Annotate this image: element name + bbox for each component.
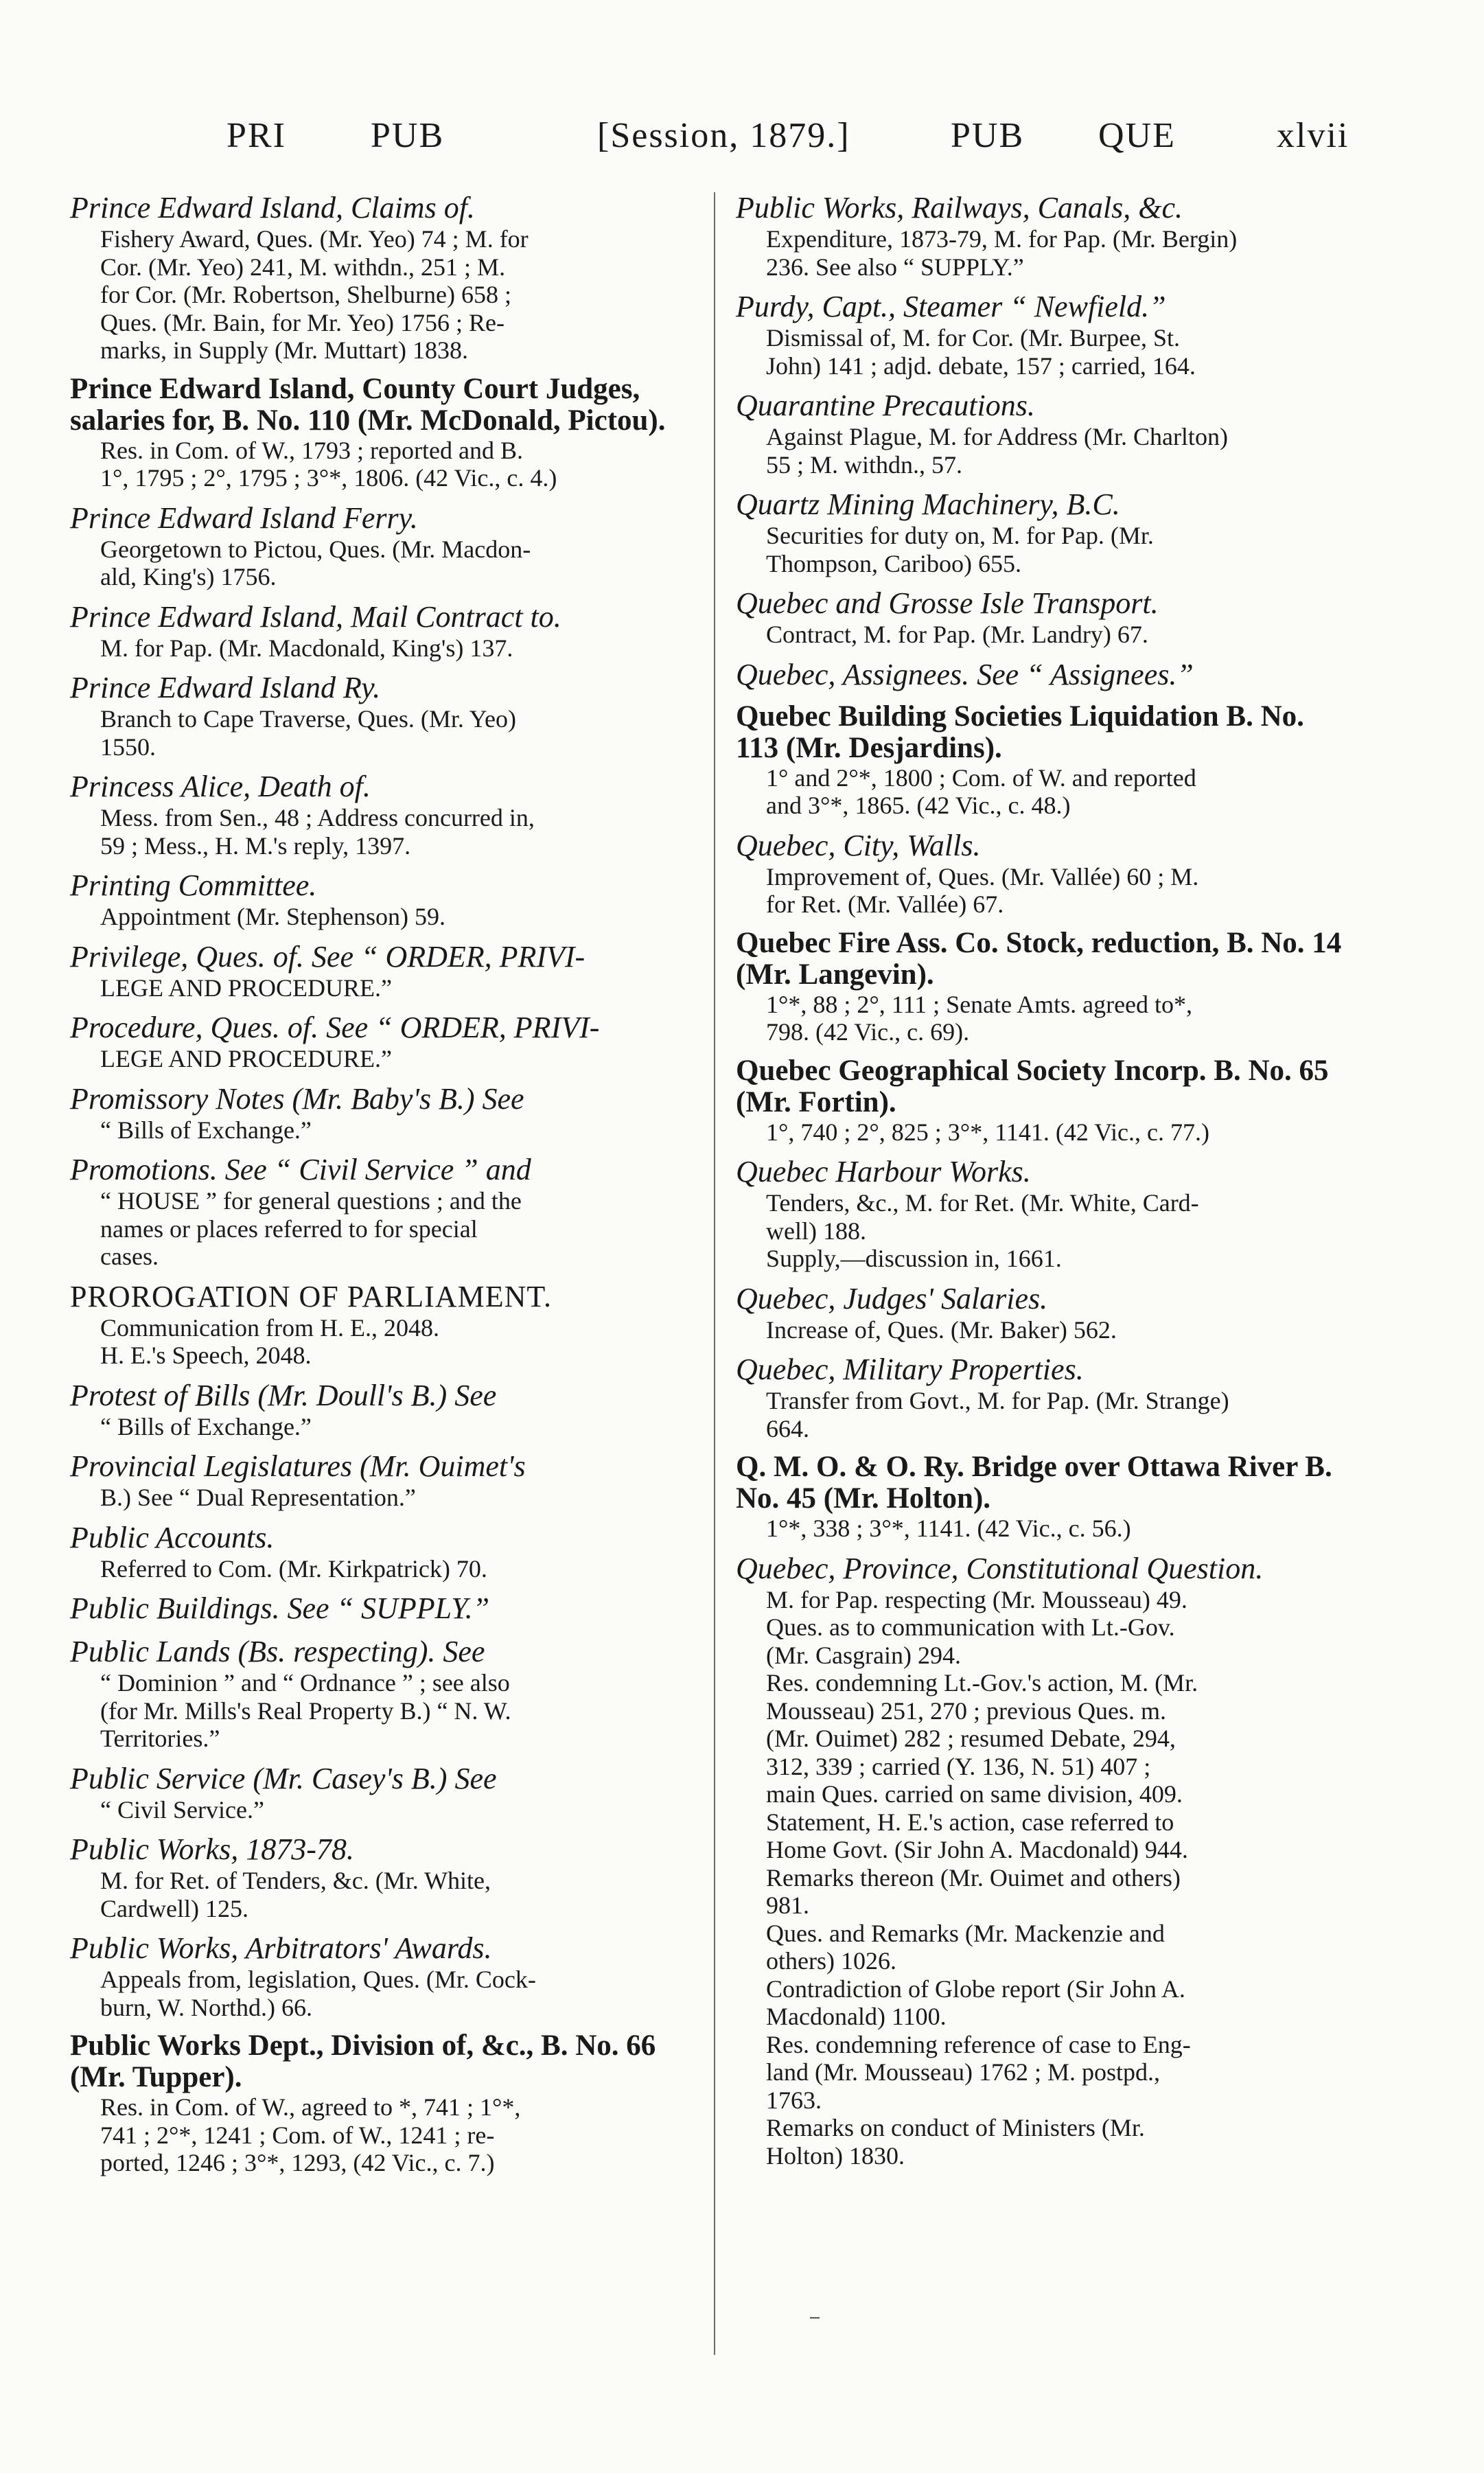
entry-line: 1° and 2°*, 1800 ; Com. of W. and reported (766, 763, 1196, 792)
entry-line: Contract, M. for Pap. (Mr. Landry) 67. (766, 621, 1148, 648)
index-entry (734, 290, 1352, 380)
entry-heading: Protest of Bills (Mr. Doull's B.) See (70, 1378, 497, 1412)
running-header (227, 115, 1366, 170)
entry-line: H. E.'s Speech, 2048. (100, 1342, 312, 1369)
entry-heading: Quarantine Precautions. (736, 389, 1035, 422)
index-entry (69, 1449, 700, 1512)
entry-line: Securities for duty on, M. for Pap. (Mr. (766, 522, 1154, 549)
header-left-second: PUB (371, 116, 445, 155)
entry-line: ported, 1246 ; 3°*, 1293, (42 Vic., c. 7.) (100, 2149, 495, 2176)
entry-line: M. for Pap. respecting (Mr. Mousseau) 49. (766, 1585, 1187, 1613)
entry-line: Supply,—discussion in, 1661. (766, 1245, 1062, 1272)
entry-line: Ques. as to communication with Lt.-Gov. (766, 1613, 1175, 1641)
header-session: [Session, 1879.] (597, 116, 850, 155)
entry-line: 1763. (766, 2086, 822, 2114)
entry-line: names or places referred to for special (100, 1215, 478, 1243)
entry-line: and 3°*, 1865. (42 Vic., c. 48.) (766, 792, 1071, 819)
entry-heading: Printing Committee. (70, 869, 317, 902)
entry-line: “ Dominion ” and “ Ordnance ” ; see also (100, 1669, 510, 1696)
entry-heading: Public Service (Mr. Casey's B.) See (70, 1761, 497, 1795)
entry-heading: Public Accounts. (70, 1520, 275, 1554)
index-entry (734, 1055, 1352, 1147)
index-entry (69, 671, 700, 761)
entry-heading: Q. M. O. & O. Ry. Bridge over Ottawa River B. No. 45 (Mr. Holton). (736, 1451, 1332, 1515)
index-entry (69, 1082, 700, 1145)
entry-heading: Public Works, Arbitrators' Awards. (70, 1931, 492, 1965)
entry-line: ald, King's) 1756. (100, 563, 277, 590)
entry-line: 981. (766, 1891, 809, 1919)
entry-line: 1550. (100, 733, 156, 761)
entry-line: Res. in Com. of W., 1793 ; reported and B. (100, 436, 523, 464)
entry-heading: Prince Edward Island Ry. (70, 671, 381, 704)
entry-heading: PROROGATION OF PARLIAMENT. (70, 1279, 552, 1313)
entry-line: 1°*, 88 ; 2°, 111 ; Senate Amts. agreed to*, (766, 990, 1193, 1018)
entry-line: (Mr. Casgrain) 294. (766, 1641, 961, 1669)
entry-line: Referred to Com. (Mr. Kirkpatrick) 70. (100, 1554, 487, 1583)
entry-line: 1°, 740 ; 2°, 825 ; 3°*, 1141. (42 Vic., c. 77.) (766, 1118, 1209, 1146)
index-entry (734, 1282, 1352, 1344)
entry-line: Mousseau) 251, 270 ; previous Ques. m. (766, 1696, 1166, 1725)
header-right-second: QUE (1098, 116, 1176, 155)
entry-line: Dismissal of, M. for Cor. (Mr. Burpee, St. (766, 324, 1180, 352)
entry-line: Fishery Award, Ques. (Mr. Yeo) 74 ; M. for (100, 225, 529, 253)
entry-heading: Public Lands (Bs. respecting). See (70, 1635, 485, 1668)
entry-heading: Procedure, Ques. of. See “ ORDER, PRIVI- (70, 1011, 600, 1044)
entry-line: Tenders, &c., M. for Ret. (Mr. White, Card- (766, 1189, 1199, 1217)
entry-heading: Public Works, 1873-78. (70, 1832, 354, 1866)
entry-heading: Privilege, Ques. of. See “ ORDER, PRIVI- (70, 939, 586, 974)
index-entry (69, 191, 700, 365)
entry-line: Thompson, Cariboo) 655. (766, 549, 1021, 577)
entry-heading: Quebec, Judges' Salaries. (736, 1281, 1048, 1315)
entry-line: burn, W. Northd.) 66. (100, 1993, 312, 2021)
index-entry (69, 1762, 700, 1824)
entry-line: 1°*, 338 ; 3°*, 1141. (42 Vic., c. 56.) (766, 1515, 1131, 1542)
entry-heading: Promissory Notes (Mr. Baby's B.) See (70, 1081, 524, 1116)
index-entry (734, 658, 1352, 692)
entry-heading: Prince Edward Island Ferry. (70, 501, 418, 535)
entry-line: Remarks thereon (Mr. Ouimet and others) (766, 1863, 1181, 1891)
column-divider (714, 192, 715, 2355)
entry-line: Appointment (Mr. Stephenson) 59. (100, 903, 445, 930)
entry-line: Macdonald) 1100. (766, 2003, 947, 2030)
entry-line: John) 141 ; adjd. debate, 157 ; carried, 164. (766, 352, 1196, 380)
entry-line: (for Mr. Mills's Real Property B.) “ N. W. (100, 1696, 511, 1725)
entry-line: for Cor. (Mr. Robertson, Shelburne) 658 ; (100, 281, 511, 308)
entry-line: cases. (100, 1243, 159, 1270)
index-entry (734, 1552, 1352, 2170)
entry-line: Res. in Com. of W., agreed to *, 741 ; 1°*, (100, 2093, 521, 2121)
header-right-first: PUB (951, 116, 1025, 155)
entry-line: Increase of, Ques. (Mr. Baker) 562. (766, 1315, 1117, 1344)
entry-line: Improvement of, Ques. (Mr. Vallée) 60 ; M. (766, 862, 1199, 890)
entry-line: “ HOUSE ” for general questions ; and the (100, 1187, 522, 1215)
index-entry (734, 1353, 1352, 1442)
entry-line: Mess. from Sen., 48 ; Address concurred in, (100, 804, 535, 831)
entry-line: 664. (766, 1414, 809, 1442)
entry-line: 59 ; Mess., H. M.'s reply, 1397. (100, 831, 411, 860)
entry-heading: Quebec Building Societies Liquidation B. No. 113 (Mr. Desjardins). (736, 700, 1304, 764)
entry-heading: Princess Alice, Death of. (70, 770, 371, 803)
index-entry (69, 1379, 700, 1441)
index-entry (734, 1155, 1352, 1273)
entry-line: Expenditure, 1873-79, M. for Pap. (Mr. Bergin) (766, 225, 1238, 253)
index-entry (69, 2030, 700, 2177)
index-entry (69, 1011, 700, 1073)
index-entry (69, 1591, 700, 1626)
index-entry (69, 1280, 700, 1370)
index-entry (69, 600, 700, 663)
entry-heading: Quebec and Grosse Isle Transport. (736, 586, 1159, 620)
entry-line: marks, in Supply (Mr. Muttart) 1838. (100, 336, 468, 364)
right-column (734, 191, 1352, 2178)
entry-heading: Provincial Legislatures (Mr. Ouimet's (70, 1449, 526, 1483)
entry-line: M. for Ret. of Tenders, &c. (Mr. White, (100, 1867, 491, 1894)
index-entry (69, 869, 700, 931)
entry-line: Territories.” (100, 1725, 220, 1752)
index-entry (69, 1521, 700, 1583)
index-entry (734, 191, 1352, 281)
entry-line: 798. (42 Vic., c. 69). (766, 1018, 970, 1046)
entry-line: Holton) 1830. (766, 2141, 905, 2170)
entry-heading: Public Works Dept., Division of, &c., B. No. 66 (Mr. Tupper). (70, 2029, 656, 2093)
index-entry (734, 829, 1352, 919)
index-entry (69, 373, 700, 492)
entry-line: Cor. (Mr. Yeo) 241, M. withdn., 251 ; M. (100, 253, 506, 281)
left-column (69, 191, 700, 2186)
entry-line: 55 ; M. withdn., 57. (766, 450, 963, 479)
index-entry (734, 1451, 1352, 1543)
footer-mark (810, 2317, 820, 2319)
index-entry (69, 1153, 700, 1271)
entry-heading: Quebec, City, Walls. (736, 828, 981, 862)
index-entry (734, 586, 1352, 649)
entry-line: others) 1026. (766, 1947, 896, 1975)
entry-line: Statement, H. E.'s action, case referred to (766, 1808, 1174, 1836)
index-entry (69, 1931, 700, 2021)
entry-line: Res. condemning Lt.-Gov.'s action, M. (Mr. (766, 1669, 1198, 1696)
entry-line: Ques. (Mr. Bain, for Mr. Yeo) 1756 ; Re- (100, 308, 505, 336)
index-entry (69, 1635, 700, 1753)
entry-line: “ Bills of Exchange.” (100, 1412, 312, 1440)
index-entry (69, 1832, 700, 1922)
entry-line: Remarks on conduct of Ministers (Mr. (766, 2114, 1145, 2141)
index-entry (734, 487, 1352, 577)
entry-line: Contradiction of Globe report (Sir John A. (766, 1975, 1185, 2003)
entry-line: 236. See also “ SUPPLY.” (766, 253, 1024, 281)
entry-line: M. for Pap. (Mr. Macdonald, King's) 137. (100, 634, 513, 662)
entry-line: Communication from H. E., 2048. (100, 1313, 439, 1342)
entry-heading: Prince Edward Island, Claims of. (70, 191, 475, 225)
entry-heading: Quebec Harbour Works. (736, 1155, 1031, 1188)
entry-line: LEGE AND PROCEDURE.” (100, 1045, 392, 1072)
entry-line: Home Govt. (Sir John A. Macdonald) 944. (766, 1836, 1188, 1863)
entry-line: 1°, 1795 ; 2°, 1795 ; 3°*, 1806. (42 Vic., c. 4.) (100, 464, 557, 492)
page-number: xlvii (1277, 116, 1349, 155)
entry-line: 741 ; 2°*, 1241 ; Com. of W., 1241 ; re- (100, 2121, 495, 2149)
entry-line: main Ques. carried on same division, 409. (766, 1780, 1183, 1808)
entry-line: Res. condemning reference of case to Eng- (766, 2030, 1191, 2058)
entry-line: Ques. and Remarks (Mr. Mackenzie and (766, 1919, 1165, 1947)
entry-line: 312, 339 ; carried (Y. 136, N. 51) 407 ; (766, 1752, 1151, 1780)
entry-line: for Ret. (Mr. Vallée) 67. (766, 890, 1004, 918)
index-entry (69, 501, 700, 591)
entry-line: LEGE AND PROCEDURE.” (100, 974, 392, 1002)
index-entry (734, 389, 1352, 479)
entry-heading: Public Works, Railways, Canals, &c. (736, 191, 1183, 225)
entry-heading: Quebec, Province, Constitutional Question. (736, 1551, 1264, 1585)
index-entry (69, 940, 700, 1002)
entry-line: “ Civil Service.” (100, 1795, 264, 1824)
entry-heading: Prince Edward Island, Mail Contract to. (70, 599, 561, 634)
entry-heading: Public Buildings. See “ SUPPLY.” (70, 1591, 490, 1625)
header-left-first: PRI (227, 116, 286, 155)
entry-heading: Purdy, Capt., Steamer “ Newfield.” (736, 290, 1166, 323)
entry-heading: Quebec Fire Ass. Co. Stock, reduction, B. No. 14 (Mr. Langevin). (736, 926, 1342, 991)
entry-line: B.) See “ Dual Representation.” (100, 1484, 416, 1511)
entry-line: (Mr. Ouimet) 282 ; resumed Debate, 294, (766, 1725, 1176, 1752)
entry-line: Appeals from, legislation, Ques. (Mr. Cock- (100, 1966, 536, 1993)
entry-line: land (Mr. Mousseau) 1762 ; M. postpd., (766, 2058, 1160, 2086)
entry-line: Georgetown to Pictou, Ques. (Mr. Macdon- (100, 535, 531, 563)
entry-heading: Quebec, Military Properties. (736, 1353, 1084, 1386)
entry-line: Transfer from Govt., M. for Pap. (Mr. Strange) (766, 1387, 1229, 1414)
index-entry (734, 928, 1352, 1046)
entry-heading: Quebec Geographical Society Incorp. B. No. 65 (Mr. Fortin). (736, 1054, 1329, 1118)
entry-heading: Prince Edward Island, County Court Judges, salaries for, B. No. 110 (Mr. McDonald, Pictou). (70, 372, 666, 437)
entry-line: well) 188. (766, 1217, 866, 1245)
entry-line: Branch to Cape Traverse, Ques. (Mr. Yeo) (100, 705, 516, 733)
entry-heading: Quebec, Assignees. See “ Assignees.” (736, 657, 1194, 691)
entry-heading: Promotions. See “ Civil Service ” and (70, 1153, 531, 1186)
entry-line: Against Plague, M. for Address (Mr. Charlton) (766, 423, 1228, 450)
entry-line: “ Bills of Exchange.” (100, 1116, 312, 1144)
entry-heading: Quartz Mining Machinery, B.C. (736, 487, 1120, 521)
entry-line: Cardwell) 125. (100, 1894, 248, 1922)
index-entry (69, 770, 700, 860)
index-entry (734, 701, 1352, 820)
